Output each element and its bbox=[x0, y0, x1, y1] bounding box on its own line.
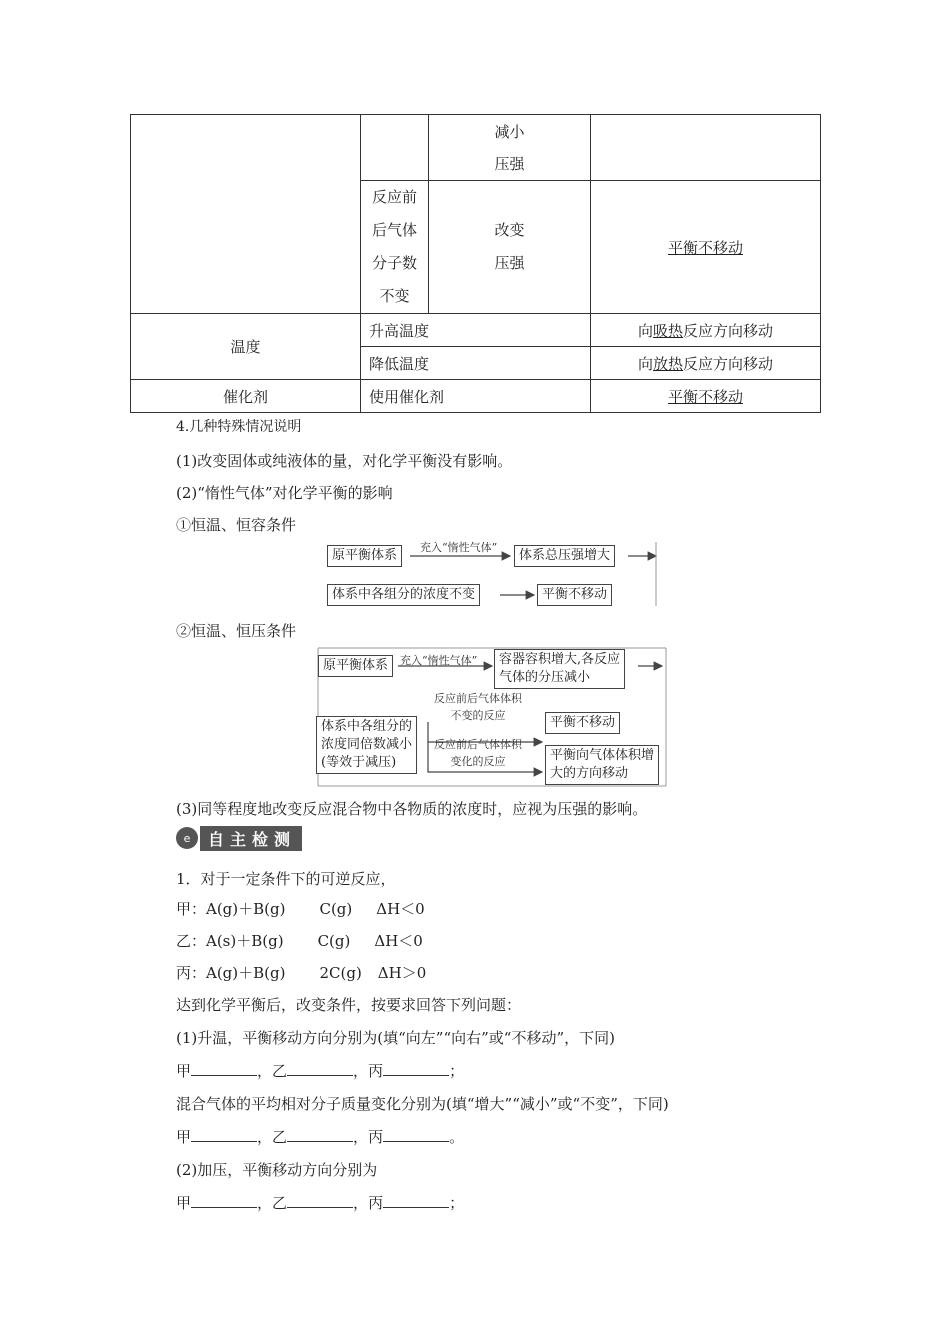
table-cell-no-shift: 平衡不移动 bbox=[591, 181, 821, 314]
table-cell-pressure-decrease: 减小压强 bbox=[429, 115, 591, 181]
question-prompt: 达到化学平衡后，改变条件，按要求回答下列问题： bbox=[176, 996, 522, 1014]
equilibrium-factors-table bbox=[130, 114, 821, 413]
answer-blank[interactable] bbox=[287, 1127, 353, 1142]
answer-blank[interactable] bbox=[191, 1193, 257, 1208]
table-cell-raise-temp-effect: 向吸热反应方向移动 bbox=[591, 314, 821, 347]
question-text: 1．对于一定条件下的可逆反应， bbox=[176, 870, 396, 888]
table-cell-empty bbox=[131, 115, 361, 314]
answer-blank[interactable] bbox=[383, 1061, 449, 1076]
equation-yi: 乙：A(s)＋B(g) C(g) ΔH＜0 bbox=[176, 932, 423, 950]
answer-line: 甲 ，乙 ，丙 ； bbox=[176, 1194, 465, 1212]
diagram-box: 平衡向气体体积增 大的方向移动 bbox=[545, 745, 659, 785]
equation-bing: 丙：A(g)＋B(g) 2C(g) ΔH＞0 bbox=[176, 964, 427, 982]
badge-label: 自主检测 bbox=[200, 826, 302, 851]
table-cell-temperature: 温度 bbox=[131, 314, 361, 380]
table-cell-lower-temp: 降低温度 bbox=[361, 347, 591, 380]
diagram-box: 体系中各组分的 浓度同倍数减小 (等效于减压) bbox=[316, 716, 417, 774]
table-cell-change-pressure: 改变压强 bbox=[429, 181, 591, 314]
answer-blank[interactable] bbox=[191, 1061, 257, 1076]
diagram-box: 体系中各组分的浓度不变 bbox=[327, 584, 480, 606]
answer-blank[interactable] bbox=[191, 1127, 257, 1142]
table-cell-catalyst: 催化剂 bbox=[131, 380, 361, 413]
paragraph: (3)同等程度地改变反应混合物中各物质的浓度时，应视为压强的影响。 bbox=[176, 800, 648, 818]
diagram-box: 体系总压强增大 bbox=[514, 545, 615, 567]
case-heading: ②恒温、恒压条件 bbox=[176, 622, 297, 640]
paragraph: (1)改变固体或纯液体的量，对化学平衡没有影响。 bbox=[176, 452, 513, 470]
equation-jia: 甲：A(g)＋B(g) C(g) ΔH＜0 bbox=[176, 900, 425, 918]
paragraph: (2)“惰性气体”对化学平衡的影响 bbox=[176, 484, 393, 502]
table-cell-constant-moles: 反应前后气体分子数不变 bbox=[361, 181, 429, 314]
case-heading: ①恒温、恒容条件 bbox=[176, 516, 297, 534]
diagram-box: 平衡不移动 bbox=[537, 584, 612, 606]
arrow-label: 充入“惰性气体” bbox=[420, 541, 498, 554]
table-cell-raise-temp: 升高温度 bbox=[361, 314, 591, 347]
answer-blank[interactable] bbox=[287, 1061, 353, 1076]
table-cell-empty bbox=[591, 115, 821, 181]
answer-blank[interactable] bbox=[287, 1193, 353, 1208]
answer-blank[interactable] bbox=[383, 1193, 449, 1208]
answer-line: 甲 ，乙 ，丙 ； bbox=[176, 1062, 465, 1080]
diagram-box: 原平衡体系 bbox=[318, 655, 393, 677]
table-cell-lower-temp-effect: 向放热反应方向移动 bbox=[591, 347, 821, 380]
badge-icon: e bbox=[176, 827, 198, 849]
answer-blank[interactable] bbox=[383, 1127, 449, 1142]
self-test-badge bbox=[176, 826, 302, 850]
sub-question: (1)升温，平衡移动方向分别为(填“向左”“向右”或“不移动”，下同) bbox=[176, 1029, 615, 1047]
diagram-box: 容器容积增大,各反应 气体的分压减小 bbox=[494, 649, 625, 689]
answer-line: 甲 ，乙 ，丙 。 bbox=[176, 1128, 465, 1146]
sub-question: (2)加压，平衡移动方向分别为 bbox=[176, 1161, 378, 1179]
arrow-label: 充入“惰性气体” bbox=[400, 654, 478, 667]
sub-question: 混合气体的平均相对分子质量变化分别为(填“增大”“减小”或“不变”，下同) bbox=[176, 1095, 669, 1113]
table-cell-empty bbox=[361, 115, 429, 181]
branch-label: 反应前后气体体积 变化的反应 bbox=[434, 738, 522, 768]
diagram-box: 平衡不移动 bbox=[545, 712, 620, 734]
table-cell-use-catalyst: 使用催化剂 bbox=[361, 380, 591, 413]
section-title: 4.几种特殊情况说明 bbox=[176, 419, 302, 435]
diagram-box: 原平衡体系 bbox=[327, 545, 402, 567]
table-cell-catalyst-effect: 平衡不移动 bbox=[591, 380, 821, 413]
branch-label: 反应前后气体体积 不变的反应 bbox=[434, 692, 522, 722]
